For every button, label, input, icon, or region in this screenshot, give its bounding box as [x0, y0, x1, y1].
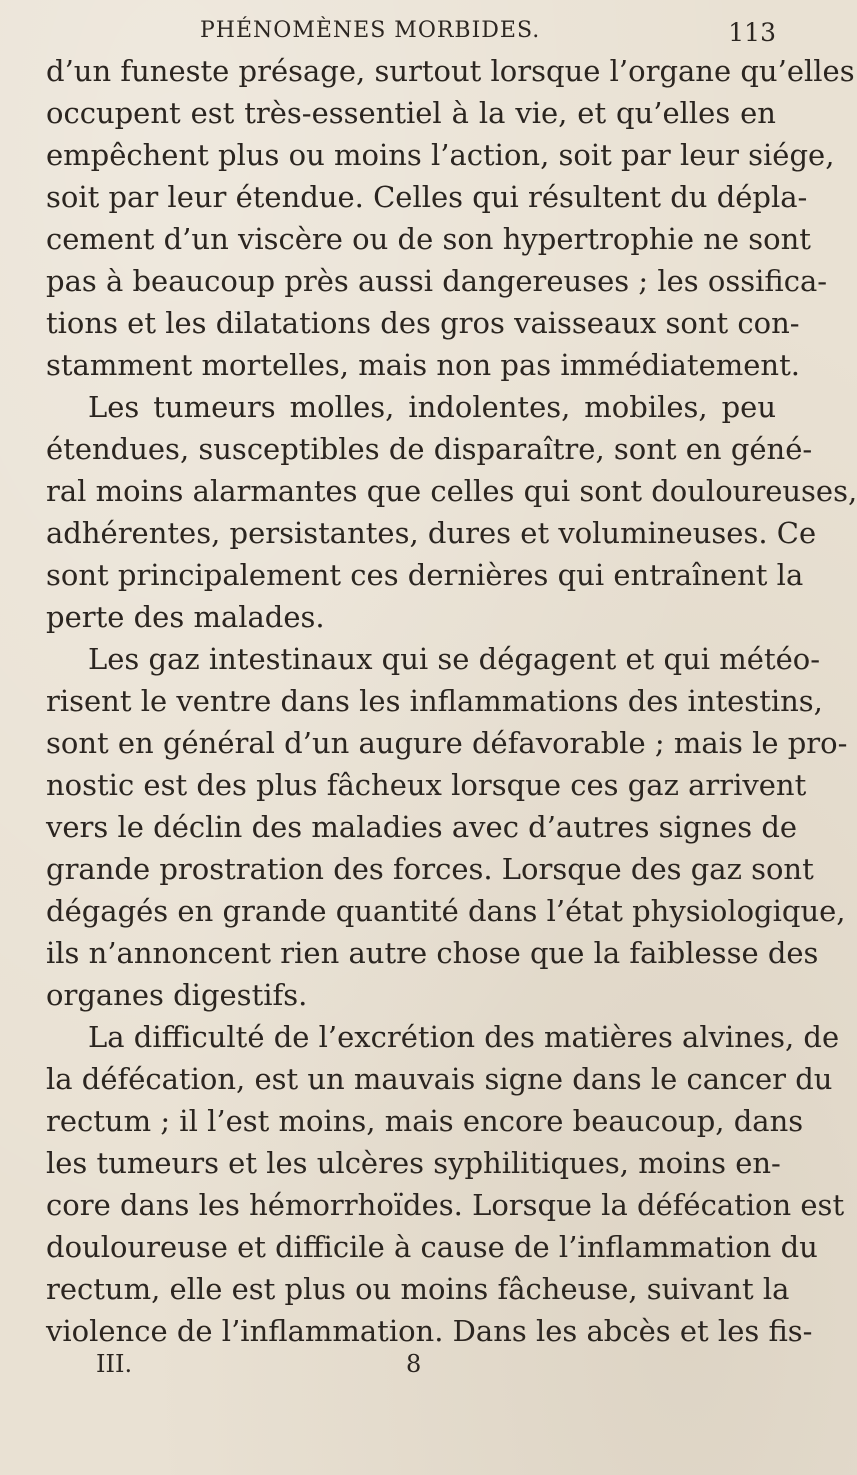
body-text [46, 50, 857, 1352]
text-line: nostic est des plus fâcheux lorsque ces gaz arrivent [46, 768, 807, 802]
text-line: occupent est très-essentiel à la vie, et qu’elles en [46, 96, 776, 130]
text-line: Les tumeurs molles, indolentes, mobiles, peu [88, 390, 776, 424]
text-line: perte des malades. [46, 600, 325, 634]
text-line: La difficulté de l’excrétion des matières alvines, de [88, 1020, 840, 1054]
text-line: risent le ventre dans les inflammations des intestins, [46, 684, 823, 718]
text-line: vers le déclin des maladies avec d’autres signes de [46, 810, 798, 844]
text-line: grande prostration des forces. Lorsque des gaz sont [46, 852, 814, 886]
text-line: Les gaz intestinaux qui se dégagent et qui météo- [88, 642, 821, 676]
page-footer [46, 1350, 776, 1390]
text-line: core dans les hémorrhoïdes. Lorsque la défécation est [46, 1188, 845, 1222]
signature-number: 8 [406, 1350, 422, 1378]
running-title: PHÉNOMÈNES MORBIDES. [200, 18, 541, 43]
text-line: dégagés en grande quantité dans l’état physiologique, [46, 894, 846, 928]
text-line: rectum, elle est plus ou moins fâcheuse, suivant la [46, 1272, 790, 1306]
page-number: 113 [728, 18, 776, 47]
text-line: tions et les dilatations des gros vaisseaux sont con- [46, 306, 800, 340]
text-line: sont en général d’un augure défavorable ; mais le pro- [46, 726, 848, 760]
running-head [200, 14, 790, 54]
text-line: adhérentes, persistantes, dures et volumineuses. Ce [46, 516, 817, 550]
text-line: cement d’un viscère ou de son hypertrophie ne sont [46, 222, 811, 256]
text-line: sont principalement ces dernières qui entraînent la [46, 558, 804, 592]
text-line: douloureuse et difficile à cause de l’inflammation du [46, 1230, 818, 1264]
text-line: les tumeurs et les ulcères syphilitiques, moins en- [46, 1146, 781, 1180]
text-line: étendues, susceptibles de disparaître, sont en géné- [46, 432, 813, 466]
text-line: organes digestifs. [46, 978, 308, 1012]
text-line: rectum ; il l’est moins, mais encore beaucoup, dans [46, 1104, 804, 1138]
text-line: la défécation, est un mauvais signe dans le cancer du [46, 1062, 833, 1096]
text-line: soit par leur étendue. Celles qui résultent du dépla- [46, 180, 808, 214]
text-line: pas à beaucoup près aussi dangereuses ; les ossifica- [46, 264, 828, 298]
signature-mark: III. [96, 1350, 133, 1378]
text-line: d’un funeste présage, surtout lorsque l’organe qu’elles [46, 54, 855, 88]
text-line: ils n’annoncent rien autre chose que la faiblesse des [46, 936, 819, 970]
text-line: violence de l’inflammation. Dans les abcès et les fis- [46, 1314, 813, 1348]
text-line: stamment mortelles, mais non pas immédiatement. [46, 348, 800, 382]
text-line: ral moins alarmantes que celles qui sont douloureuses, [46, 474, 857, 508]
text-line: empêchent plus ou moins l’action, soit par leur siége, [46, 138, 835, 172]
